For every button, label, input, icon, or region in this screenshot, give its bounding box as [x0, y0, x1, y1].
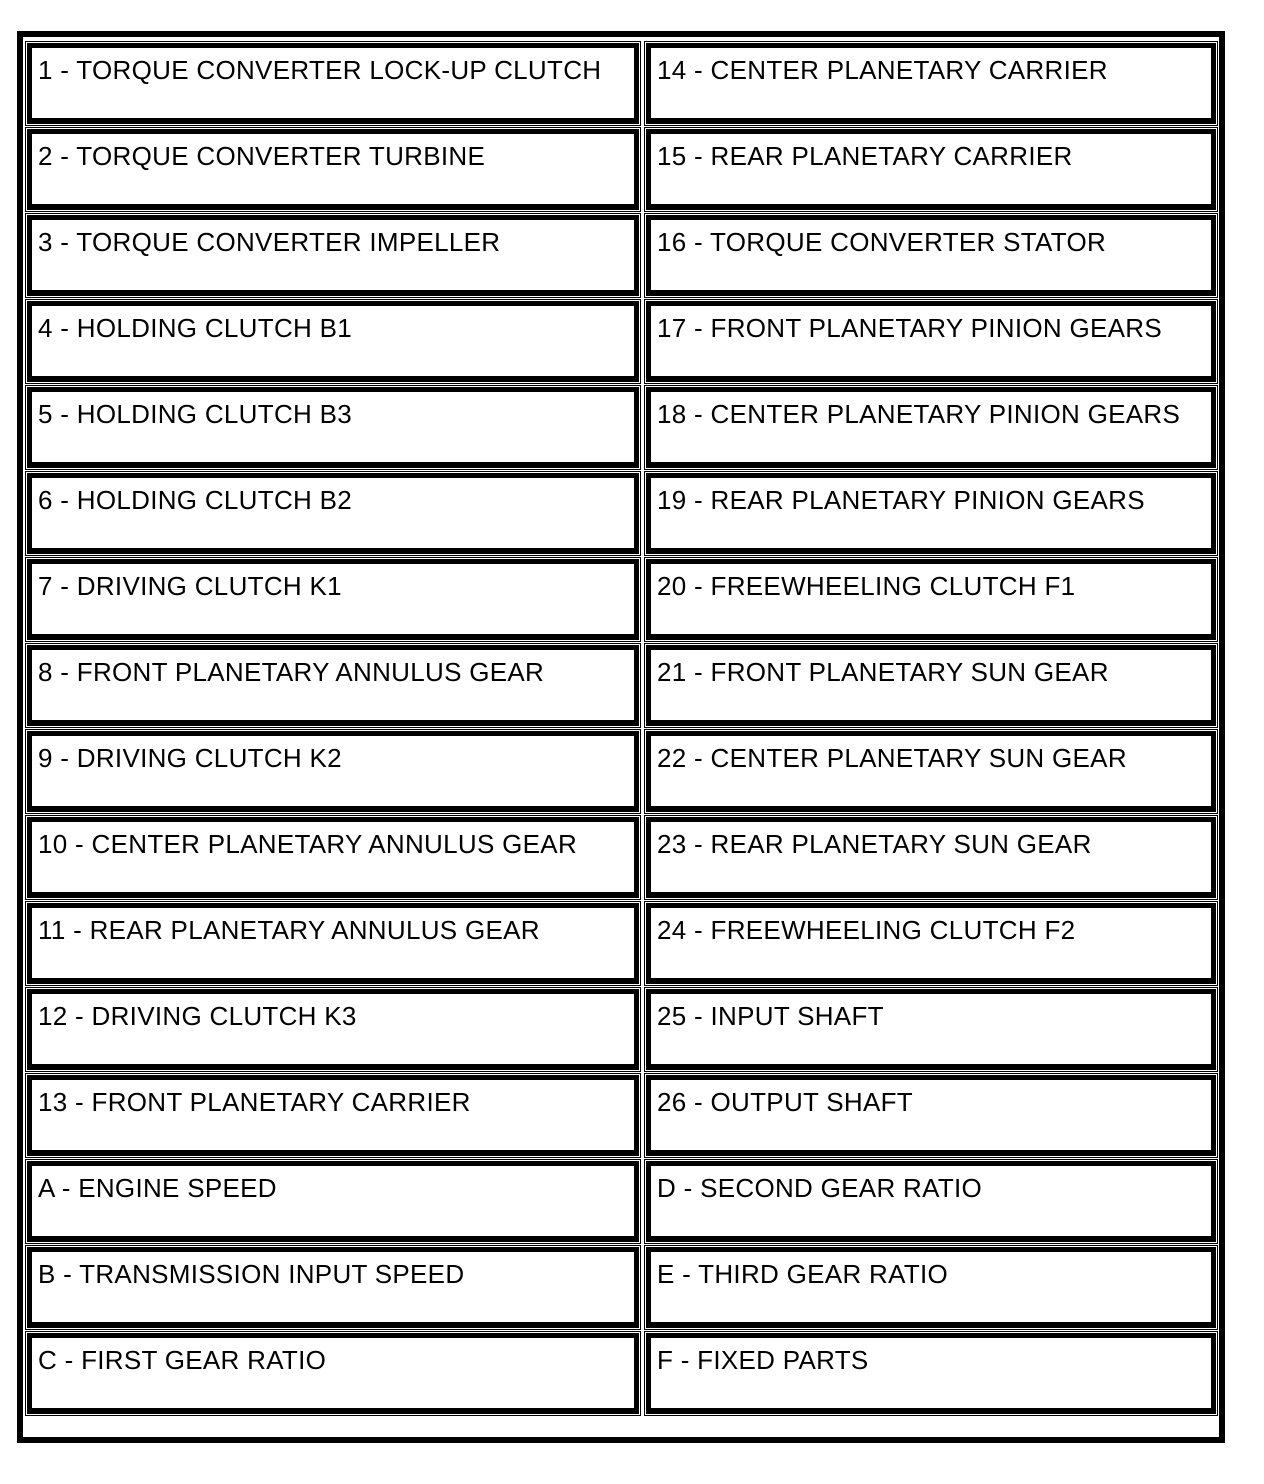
legend-label-10: 10 - CENTER PLANETARY ANNULUS GEAR	[38, 829, 578, 859]
legend-label-19: 19 - REAR PLANETARY PINION GEARS	[657, 485, 1145, 515]
legend-cell-f	[646, 1333, 1216, 1414]
legend-label-2: 2 - TORQUE CONVERTER TURBINE	[38, 141, 486, 171]
legend-label-f: F - FIXED PARTS	[657, 1345, 869, 1375]
legend-label-24: 24 - FREEWHEELING CLUTCH F2	[657, 915, 1076, 945]
legend-label-17: 17 - FRONT PLANETARY PINION GEARS	[657, 313, 1162, 343]
legend-label-16: 16 - TORQUE CONVERTER STATOR	[657, 227, 1107, 257]
legend-cell-5	[27, 387, 639, 468]
legend-cell-3	[27, 215, 639, 296]
legend-cell-25	[646, 989, 1216, 1070]
legend-label-22: 22 - CENTER PLANETARY SUN GEAR	[657, 743, 1127, 773]
legend-cell-8	[27, 645, 639, 726]
legend-grid	[27, 43, 1216, 1414]
legend-label-b: B - TRANSMISSION INPUT SPEED	[38, 1259, 465, 1289]
legend-label-7: 7 - DRIVING CLUTCH K1	[38, 571, 342, 601]
legend-label-c: C - FIRST GEAR RATIO	[38, 1345, 327, 1375]
legend-cell-11	[27, 903, 639, 984]
legend-cell-9	[27, 731, 639, 812]
legend-cell-20	[646, 559, 1216, 640]
legend-label-26: 26 - OUTPUT SHAFT	[657, 1087, 913, 1117]
legend-cell-18	[646, 387, 1216, 468]
legend-label-20: 20 - FREEWHEELING CLUTCH F1	[657, 571, 1076, 601]
legend-cell-e	[646, 1247, 1216, 1328]
legend-cell-7	[27, 559, 639, 640]
legend-label-5: 5 - HOLDING CLUTCH B3	[38, 399, 353, 429]
legend-cell-19	[646, 473, 1216, 554]
legend-label-21: 21 - FRONT PLANETARY SUN GEAR	[657, 657, 1109, 687]
legend-cell-26	[646, 1075, 1216, 1156]
legend-cell-13	[27, 1075, 639, 1156]
legend-label-12: 12 - DRIVING CLUTCH K3	[38, 1001, 357, 1031]
legend-label-23: 23 - REAR PLANETARY SUN GEAR	[657, 829, 1092, 859]
legend-cell-2	[27, 129, 639, 210]
legend-label-13: 13 - FRONT PLANETARY CARRIER	[38, 1087, 471, 1117]
legend-label-d: D - SECOND GEAR RATIO	[657, 1173, 983, 1203]
legend-cell-22	[646, 731, 1216, 812]
legend-cell-23	[646, 817, 1216, 898]
legend-cell-17	[646, 301, 1216, 382]
legend-cell-16	[646, 215, 1216, 296]
legend-label-e: E - THIRD GEAR RATIO	[657, 1259, 949, 1289]
legend-frame	[17, 31, 1225, 1443]
legend-label-6: 6 - HOLDING CLUTCH B2	[38, 485, 353, 515]
legend-label-1: 1 - TORQUE CONVERTER LOCK-UP CLUTCH	[38, 55, 602, 85]
legend-cell-b	[27, 1247, 639, 1328]
legend-cell-12	[27, 989, 639, 1070]
legend-label-a: A - ENGINE SPEED	[38, 1173, 277, 1203]
legend-cell-1	[27, 43, 639, 124]
legend-cell-24	[646, 903, 1216, 984]
legend-label-3: 3 - TORQUE CONVERTER IMPELLER	[38, 227, 501, 257]
legend-label-25: 25 - INPUT SHAFT	[657, 1001, 884, 1031]
legend-label-9: 9 - DRIVING CLUTCH K2	[38, 743, 342, 773]
legend-cell-14	[646, 43, 1216, 124]
legend-label-8: 8 - FRONT PLANETARY ANNULUS GEAR	[38, 657, 545, 687]
legend-cell-10	[27, 817, 639, 898]
legend-cell-a	[27, 1161, 639, 1242]
legend-cell-d	[646, 1161, 1216, 1242]
legend-label-15: 15 - REAR PLANETARY CARRIER	[657, 141, 1073, 171]
legend-cell-c	[27, 1333, 639, 1414]
legend-label-14: 14 - CENTER PLANETARY CARRIER	[657, 55, 1108, 85]
legend-label-18: 18 - CENTER PLANETARY PINION GEARS	[657, 399, 1181, 429]
legend-cell-15	[646, 129, 1216, 210]
legend-label-11: 11 - REAR PLANETARY ANNULUS GEAR	[38, 915, 540, 945]
legend-label-4: 4 - HOLDING CLUTCH B1	[38, 313, 353, 343]
legend-cell-21	[646, 645, 1216, 726]
legend-cell-4	[27, 301, 639, 382]
legend-cell-6	[27, 473, 639, 554]
